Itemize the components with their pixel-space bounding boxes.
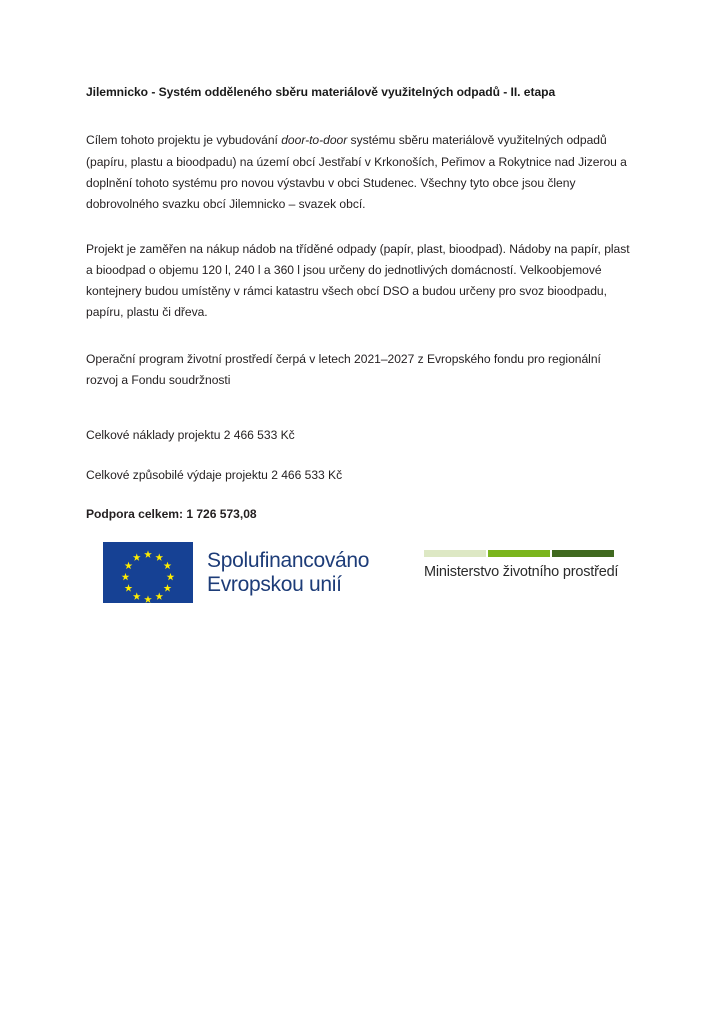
eu-cofunding-line1: Spolufinancováno xyxy=(207,548,370,572)
paragraph-goal-before: Cílem tohoto projektu je vybudování xyxy=(86,133,282,148)
eu-cofunding-line2: Evropskou unií xyxy=(207,572,342,596)
figure-total-support: Podpora celkem: 1 726 573,08 xyxy=(86,506,257,521)
paragraph-programme: Operační program životní prostředí čerpá v letech 2021–2027 z Evropského fondu pro regionální rozvoj a Fondu soudržnosti xyxy=(86,351,601,387)
page-title: Jilemnicko - Systém odděleného sběru materiálově využitelných odpadů - II. etapa xyxy=(86,85,556,99)
paragraph-scope: Projekt je zaměřen na nákup nádob na tříděné odpady (papír, plast, bioodpad). Nádoby na papír, plast a bioodpad o objemu 120 l, 240 l a 360 l jsou určeny do jednotlivých domácností. Velkoobjemové kontejnery budou umístěny v rámci katastru všech obcí DSO a budou určeny pro svoz bioodpadu, papíru, plastu či dřeva. xyxy=(86,241,630,320)
logo-band xyxy=(0,536,724,616)
figure-total-costs: Celkové náklady projektu 2 466 533 Kč xyxy=(86,428,295,443)
paragraph-goal xyxy=(86,130,632,215)
eu-cofunding-logo xyxy=(103,542,369,603)
ministry-logo xyxy=(424,550,620,581)
paragraph-goal-emphasis: door-to-door xyxy=(281,133,348,148)
ministry-label: Ministerstvo životního prostředí xyxy=(424,564,619,580)
ministry-bar-medium xyxy=(488,550,550,557)
eu-stars-icon xyxy=(103,542,193,603)
ministry-bars-icon xyxy=(424,550,616,557)
document-content xyxy=(86,84,632,525)
ministry-bar-light xyxy=(424,550,486,557)
eu-cofunding-text xyxy=(207,549,369,597)
eu-flag-icon xyxy=(103,542,193,603)
figure-eligible-expenses: Celkové způsobilé výdaje projektu 2 466 533 Kč xyxy=(86,467,343,482)
paragraph-goal-after: systému sběru materiálově využitelných odpadů (papíru, plastu a bioodpadu) na území obcí Jestřabí v Krkonoších, Peřimov a Rokytnice nad Jizerou a doplnění tohoto systému pro novou výstavbu v obci Studenec. Všechny tyto obce jsou členy dobrovolného svazku obcí Jilemnicko – svazek obcí. xyxy=(86,133,627,212)
figures-block xyxy=(86,425,632,525)
ministry-bar-dark xyxy=(552,550,614,557)
